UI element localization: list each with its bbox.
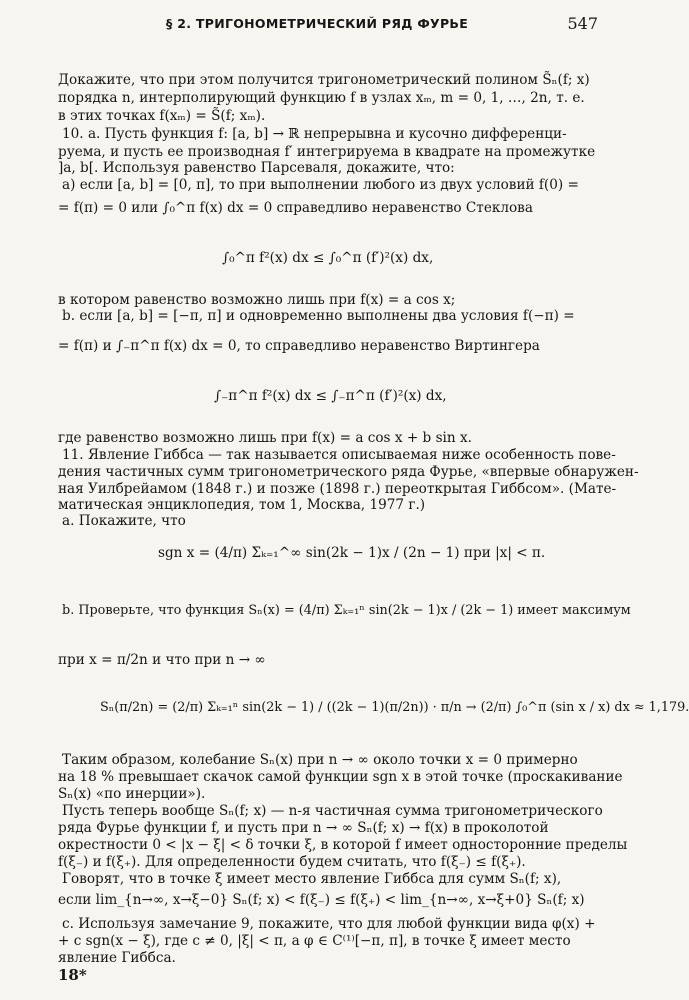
text-line: где равенство возможно лишь при f(x) = a cos x + b sin x. bbox=[58, 430, 472, 446]
text-line: b. Проверьте, что функция Sₙ(x) = (4/π) Σₖ₌₁ⁿ sin(2k − 1)x / (2k − 1) имеет максимум bbox=[62, 603, 631, 618]
page-number: 547 bbox=[567, 14, 598, 33]
text-line: + c sgn(x − ξ), где c ≠ 0, |ξ| < π, а φ ∈ C⁽¹⁾[−π, π], в точке ξ имеет место bbox=[58, 933, 571, 949]
gibbs-limit-formula: Sₙ(π/2n) = (2/π) Σₖ₌₁ⁿ sin(2k − 1) / ((2k − 1)(π/2n)) · π/n → (2/π) ∫₀^π (sin x / x) dx ≈ 1,179. bbox=[100, 700, 689, 715]
text-line: Докажите, что при этом получится тригонометрический полином S̃ₙ(f; x) bbox=[58, 72, 590, 88]
problem-11-start: 11. Явление Гиббса — так называется описываемая ниже особенность пове- bbox=[62, 447, 616, 463]
text-line: b. если [a, b] = [−π, π] и одновременно выполнены два условия f(−π) = bbox=[62, 308, 575, 324]
text-line: Говорят, что в точке ξ имеет место явление Гиббса для сумм Sₙ(f; x), bbox=[62, 871, 562, 887]
text-line: ная Уилбрейамом (1848 г.) и позже (1898 г.) переоткрытая Гиббсом». (Мате- bbox=[58, 481, 617, 497]
signature-mark: 18* bbox=[58, 966, 87, 984]
text-line: f(ξ₋) и f(ξ₊). Для определенности будем считать, что f(ξ₋) ≤ f(ξ₊). bbox=[58, 854, 526, 870]
text-line: ряда Фурье функции f, и пусть при n → ∞ Sₙ(f; x) → f(x) в проколотой bbox=[58, 820, 549, 836]
text-line: Таким образом, колебание Sₙ(x) при n → ∞ около точки x = 0 примерно bbox=[62, 752, 578, 768]
text-line: = f(π) = 0 или ∫₀^π f(x) dx = 0 справедливо неравенство Стеклова bbox=[58, 200, 533, 216]
section-title: § 2. ТРИГОНОМЕТРИЧЕСКИЙ РЯД ФУРЬЕ bbox=[166, 16, 469, 31]
text-line: при x = π/2n и что при n → ∞ bbox=[58, 652, 266, 668]
text-line: руема, и пусть ее производная f′ интегрируема в квадрате на промежутке bbox=[58, 144, 596, 160]
text-line: дения частичных сумм тригонометрического ряда Фурье, «впервые обнаружен- bbox=[58, 464, 639, 480]
text-line: в этих точках f(xₘ) = S̃(f; xₘ). bbox=[58, 108, 266, 124]
text-line: а) если [a, b] = [0, π], то при выполнении любого из двух условий f(0) = bbox=[62, 177, 579, 193]
text-line: Sₙ(x) «по инерции»). bbox=[58, 786, 206, 802]
text-line: порядка n, интерполирующий функцию f в узлах xₘ, m = 0, 1, …, 2n, т. е. bbox=[58, 90, 585, 106]
text-line: если lim_{n→∞, x→ξ−0} Sₙ(f; x) < f(ξ₋) ≤ f(ξ₊) < lim_{n→∞, x→ξ+0} Sₙ(f; x) bbox=[58, 892, 585, 908]
text-line: c. Используя замечание 9, покажите, что для любой функции вида φ(x) + bbox=[62, 916, 596, 932]
text-line: Пусть теперь вообще Sₙ(f; x) — n-я частичная сумма тригонометрического bbox=[62, 803, 603, 819]
text-line: а. Покажите, что bbox=[62, 513, 186, 529]
page-header bbox=[0, 14, 628, 36]
text-line: матическая энциклопедия, том 1, Москва, 1977 г.) bbox=[58, 497, 426, 513]
steklov-inequality: ∫₀^π f²(x) dx ≤ ∫₀^π (f′)²(x) dx, bbox=[222, 250, 434, 266]
problem-10-start: 10. а. Пусть функция f: [a, b] → ℝ непрерывна и кусочно дифференци- bbox=[62, 126, 567, 142]
text-line: = f(π) и ∫₋π^π f(x) dx = 0, то справедливо неравенство Виртингера bbox=[58, 338, 540, 354]
text-line: ]a, b[. Используя равенство Парсеваля, докажите, что: bbox=[58, 160, 455, 176]
sgn-series-formula: sgn x = (4/π) Σₖ₌₁^∞ sin(2k − 1)x / (2n − 1) при |x| < π. bbox=[158, 545, 546, 561]
text-line: в котором равенство возможно лишь при f(x) = a cos x; bbox=[58, 292, 456, 308]
wirtinger-inequality: ∫₋π^π f²(x) dx ≤ ∫₋π^π (f′)²(x) dx, bbox=[214, 388, 447, 404]
text-line: явление Гиббса. bbox=[58, 950, 176, 966]
text-line: окрестности 0 < |x − ξ| < δ точки ξ, в которой f имеет односторонние пределы bbox=[58, 837, 628, 853]
text-line: на 18 % превышает скачок самой функции sgn x в этой точке (проскакивание bbox=[58, 769, 623, 785]
